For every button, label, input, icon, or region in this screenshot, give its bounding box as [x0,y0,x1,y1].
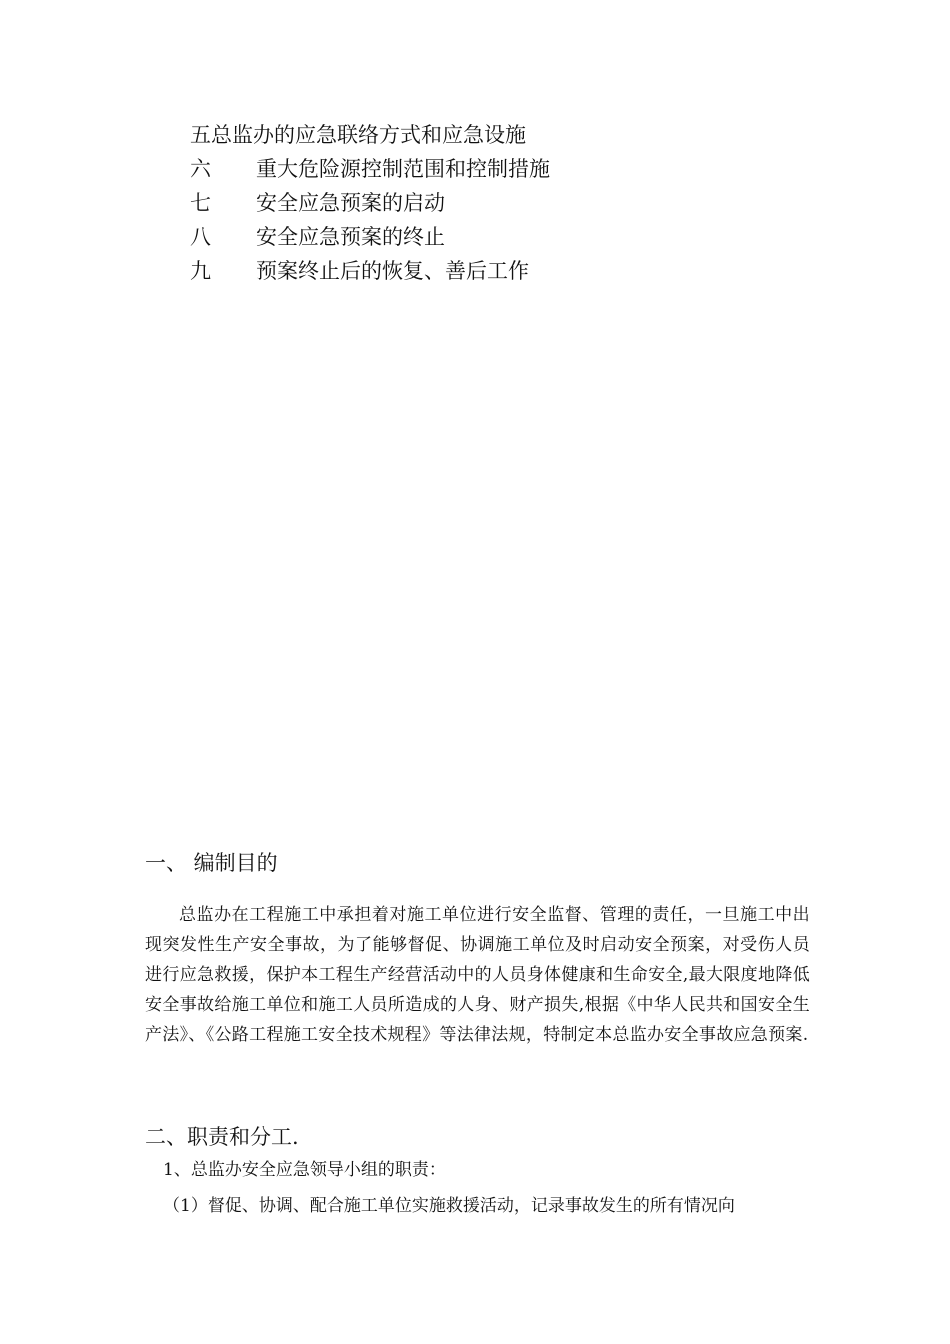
toc-item-text: 重大危险源控制范围和控制措施 [256,157,550,181]
toc-item-number: 九 [190,259,211,283]
toc-item-text: 安全应急预案的启动 [256,191,445,215]
section-responsibilities [145,1122,810,1152]
section-purpose [145,848,810,878]
subsection-leadership [163,1155,828,1185]
toc-item-5 [190,118,830,152]
section-purpose-body [145,900,810,1050]
list-item-text: （1）督促、协调、配合施工单位实施救援活动，记录事故发生的所有情况向 [163,1196,735,1216]
toc-item-text: 安全应急预案的终止 [256,225,445,249]
toc-item-number: 八 [190,225,211,249]
toc-item-9 [190,254,830,288]
toc-item-text: 预案终止后的恢复、善后工作 [256,259,529,283]
subsection-heading: 1、总监办安全应急领导小组的职责： [163,1160,446,1180]
section-heading-purpose: 一、 编制目的 [145,851,278,875]
toc-item-number: 六 [190,157,211,181]
toc-item-text: 五总监办的应急联络方式和应急设施 [190,123,526,147]
toc-item-number: 七 [190,191,211,215]
toc-item-8 [190,220,830,254]
toc-item-7 [190,186,830,220]
purpose-paragraph: 总监办在工程施工中承担着对施工单位进行安全监督、管理的责任，一旦施工中出现突发性生产安全事故，为了能够督促、协调施工单位及时启动安全预案，对受伤人员进行应急救援，保护本工程生产经营活动中的人员身体健康和生命安全,最大限度地降低安全事故给施工单位和施工人员所造成的人身、财产损失,根据《中华人民共和国安全生产法》、《公路工程施工安全技术规程》等法律法规，特制定本总监办安全事故应急预案. [145,905,810,1045]
list-item [163,1191,828,1221]
table-of-contents [190,118,830,288]
toc-item-6 [190,152,830,186]
section-heading-responsibilities: 二、职责和分工. [145,1125,299,1149]
